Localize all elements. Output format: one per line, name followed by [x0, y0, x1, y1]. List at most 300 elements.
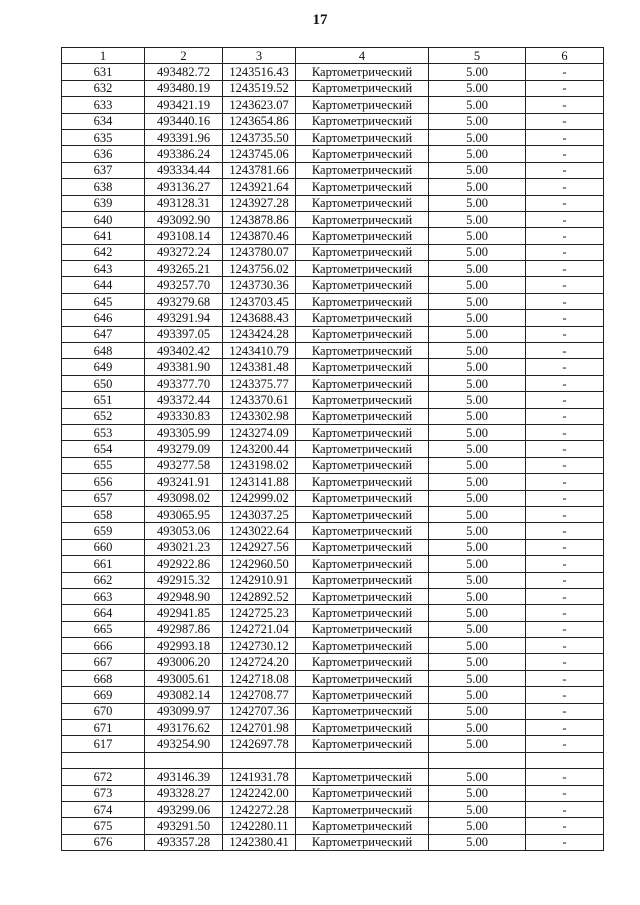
- table-cell: 637: [62, 162, 145, 178]
- table-cell: 492915.32: [145, 572, 223, 588]
- table-cell: 1243878.86: [223, 211, 296, 227]
- table-cell: 5.00: [429, 457, 526, 473]
- table-cell: 5.00: [429, 818, 526, 834]
- table-cell: 493146.39: [145, 769, 223, 785]
- table-cell: 5.00: [429, 801, 526, 817]
- table-cell: Картометрический: [296, 834, 429, 850]
- table-row: [62, 162, 604, 178]
- table-cell: -: [526, 801, 604, 817]
- table-cell: 5.00: [429, 474, 526, 490]
- table-cell: 655: [62, 457, 145, 473]
- table-cell: [145, 752, 223, 768]
- table-row: [62, 80, 604, 96]
- table-cell: 5.00: [429, 490, 526, 506]
- table-row: [62, 244, 604, 260]
- table-cell: -: [526, 523, 604, 539]
- table-cell: 5.00: [429, 310, 526, 326]
- table-cell: 646: [62, 310, 145, 326]
- table-cell: 1243375.77: [223, 375, 296, 391]
- table-cell: -: [526, 441, 604, 457]
- table-cell: 1243745.06: [223, 146, 296, 162]
- table-cell: 5.00: [429, 670, 526, 686]
- table-cell: 493482.72: [145, 64, 223, 80]
- table-cell: 5.00: [429, 179, 526, 195]
- table-cell: 1242725.23: [223, 605, 296, 621]
- table-cell: 5.00: [429, 97, 526, 113]
- table-cell: -: [526, 392, 604, 408]
- table-row: [62, 621, 604, 637]
- table-cell: 493386.24: [145, 146, 223, 162]
- table-row: [62, 211, 604, 227]
- table-cell: Картометрический: [296, 654, 429, 670]
- table-cell: 5.00: [429, 80, 526, 96]
- table-cell: 5.00: [429, 834, 526, 850]
- table-row: [62, 474, 604, 490]
- table-row: [62, 572, 604, 588]
- table-cell: 1243654.86: [223, 113, 296, 129]
- table-cell: -: [526, 228, 604, 244]
- table-cell: 656: [62, 474, 145, 490]
- table-cell: -: [526, 539, 604, 555]
- table-cell: Картометрический: [296, 441, 429, 457]
- table-cell: 493005.61: [145, 670, 223, 686]
- table-cell: Картометрический: [296, 211, 429, 227]
- table-cell: Картометрический: [296, 785, 429, 801]
- table-cell: 1243730.36: [223, 277, 296, 293]
- table-cell: Картометрический: [296, 539, 429, 555]
- table-cell: -: [526, 375, 604, 391]
- table-cell: Картометрический: [296, 588, 429, 604]
- table-cell: 634: [62, 113, 145, 129]
- table-row: [62, 375, 604, 391]
- table-cell: Картометрический: [296, 195, 429, 211]
- table-cell: Картометрический: [296, 408, 429, 424]
- table-cell: 661: [62, 556, 145, 572]
- table-cell: [62, 752, 145, 768]
- table-cell: 5.00: [429, 408, 526, 424]
- table-row: [62, 556, 604, 572]
- table-row: [62, 261, 604, 277]
- table-cell: -: [526, 474, 604, 490]
- table-cell: 1243735.50: [223, 129, 296, 145]
- table-cell: -: [526, 129, 604, 145]
- table-row: [62, 277, 604, 293]
- table-cell: -: [526, 195, 604, 211]
- table-cell: Картометрический: [296, 818, 429, 834]
- table-cell: Картометрический: [296, 80, 429, 96]
- table-cell: Картометрический: [296, 490, 429, 506]
- table-cell: -: [526, 572, 604, 588]
- table-cell: -: [526, 80, 604, 96]
- table-cell: 5.00: [429, 588, 526, 604]
- table-cell: 493082.14: [145, 687, 223, 703]
- table-row: [62, 310, 604, 326]
- table-cell: 493402.42: [145, 343, 223, 359]
- table-cell: Картометрический: [296, 556, 429, 572]
- table-cell: 660: [62, 539, 145, 555]
- table-cell: 5.00: [429, 769, 526, 785]
- table-row: [62, 687, 604, 703]
- table-cell: 5.00: [429, 211, 526, 227]
- table-cell: 493397.05: [145, 326, 223, 342]
- table-row: [62, 326, 604, 342]
- table-cell: Картометрический: [296, 293, 429, 309]
- page-number: 17: [312, 12, 328, 28]
- table-cell: 1243781.66: [223, 162, 296, 178]
- table-cell: 492941.85: [145, 605, 223, 621]
- table-cell: -: [526, 162, 604, 178]
- table-row: [62, 408, 604, 424]
- table-cell: 1243370.61: [223, 392, 296, 408]
- table-cell: -: [526, 146, 604, 162]
- table-row: [62, 720, 604, 736]
- table-cell: 638: [62, 179, 145, 195]
- table-cell: Картометрический: [296, 146, 429, 162]
- table-row: [62, 490, 604, 506]
- table-cell: -: [526, 720, 604, 736]
- table-cell: 1243688.43: [223, 310, 296, 326]
- table-cell: 669: [62, 687, 145, 703]
- table-cell: 631: [62, 64, 145, 80]
- table-cell: 493006.20: [145, 654, 223, 670]
- table-cell: 493241.91: [145, 474, 223, 490]
- table-cell: 5.00: [429, 261, 526, 277]
- table-cell: 493053.06: [145, 523, 223, 539]
- table-cell: 1243927.28: [223, 195, 296, 211]
- table-cell: -: [526, 211, 604, 227]
- table-row: [62, 441, 604, 457]
- table-cell: 5.00: [429, 424, 526, 440]
- table-cell: -: [526, 64, 604, 80]
- table-cell: Картометрический: [296, 359, 429, 375]
- table-cell: 1242708.77: [223, 687, 296, 703]
- table-cell: 5.00: [429, 572, 526, 588]
- table-cell: 1243198.02: [223, 457, 296, 473]
- table-cell: 493372.44: [145, 392, 223, 408]
- table-cell: 1243780.07: [223, 244, 296, 260]
- table-cell: Картометрический: [296, 801, 429, 817]
- table-cell: Картометрический: [296, 97, 429, 113]
- table-row: [62, 834, 604, 850]
- table-row: [62, 195, 604, 211]
- table-cell: -: [526, 588, 604, 604]
- table-cell: 5.00: [429, 244, 526, 260]
- table-cell: 5.00: [429, 326, 526, 342]
- table-cell: 5.00: [429, 736, 526, 752]
- table-cell: 493381.90: [145, 359, 223, 375]
- table-row: [62, 343, 604, 359]
- table-cell: 493277.58: [145, 457, 223, 473]
- table-cell: 1242960.50: [223, 556, 296, 572]
- table-cell: 632: [62, 80, 145, 96]
- table-row: [62, 97, 604, 113]
- table-cell: 493377.70: [145, 375, 223, 391]
- table-cell: 493305.99: [145, 424, 223, 440]
- table-cell: 1241931.78: [223, 769, 296, 785]
- table-cell: 667: [62, 654, 145, 670]
- table-cell: 635: [62, 129, 145, 145]
- table-row: [62, 605, 604, 621]
- coordinates-table: [61, 47, 604, 851]
- column-header: 3: [223, 48, 296, 64]
- table-cell: 1242272.28: [223, 801, 296, 817]
- table-cell: 493440.16: [145, 113, 223, 129]
- table-cell: 5.00: [429, 375, 526, 391]
- table-cell: -: [526, 818, 604, 834]
- table-row: [62, 64, 604, 80]
- table-cell: -: [526, 490, 604, 506]
- table-cell: Картометрический: [296, 424, 429, 440]
- table-cell: 5.00: [429, 523, 526, 539]
- table-cell: Картометрический: [296, 392, 429, 408]
- table-cell: -: [526, 556, 604, 572]
- table-row: [62, 736, 604, 752]
- table-cell: 665: [62, 621, 145, 637]
- table-cell: Картометрический: [296, 277, 429, 293]
- table-cell: 662: [62, 572, 145, 588]
- table-cell: 644: [62, 277, 145, 293]
- table-cell: 1243302.98: [223, 408, 296, 424]
- table-cell: -: [526, 244, 604, 260]
- table-cell: 649: [62, 359, 145, 375]
- table-cell: 1242280.11: [223, 818, 296, 834]
- table-cell: Картометрический: [296, 457, 429, 473]
- column-header: 2: [145, 48, 223, 64]
- table-header-row: [62, 48, 604, 64]
- table-row: [62, 703, 604, 719]
- table-row: [62, 228, 604, 244]
- table-cell: -: [526, 310, 604, 326]
- table-row: [62, 654, 604, 670]
- table-cell: 647: [62, 326, 145, 342]
- table-cell: 5.00: [429, 605, 526, 621]
- table-cell: 1242724.20: [223, 654, 296, 670]
- table-cell: 639: [62, 195, 145, 211]
- table-row: [62, 113, 604, 129]
- table-cell: 1243381.48: [223, 359, 296, 375]
- table-cell: 1243274.09: [223, 424, 296, 440]
- table-cell: 5.00: [429, 277, 526, 293]
- table-cell: 1242380.41: [223, 834, 296, 850]
- table-cell: 493272.24: [145, 244, 223, 260]
- table-cell: 650: [62, 375, 145, 391]
- table-row: [62, 539, 604, 555]
- table-row: [62, 293, 604, 309]
- table-cell: -: [526, 359, 604, 375]
- table-cell: -: [526, 293, 604, 309]
- table-cell: -: [526, 703, 604, 719]
- table-cell: 653: [62, 424, 145, 440]
- table-cell: 657: [62, 490, 145, 506]
- table-cell: 648: [62, 343, 145, 359]
- table-cell: 493279.09: [145, 441, 223, 457]
- table-cell: Картометрический: [296, 375, 429, 391]
- table-cell: -: [526, 277, 604, 293]
- table-cell: 5.00: [429, 703, 526, 719]
- table-cell: 670: [62, 703, 145, 719]
- table-cell: -: [526, 457, 604, 473]
- table-cell: 493108.14: [145, 228, 223, 244]
- table-cell: 1243703.45: [223, 293, 296, 309]
- table-cell: [223, 752, 296, 768]
- table-cell: 5.00: [429, 129, 526, 145]
- table-row: [62, 392, 604, 408]
- table-cell: -: [526, 97, 604, 113]
- table-row: [62, 785, 604, 801]
- table-cell: 492922.86: [145, 556, 223, 572]
- table-cell: -: [526, 670, 604, 686]
- table-cell: 5.00: [429, 359, 526, 375]
- table-cell: Картометрический: [296, 687, 429, 703]
- table-cell: 1243516.43: [223, 64, 296, 80]
- table-cell: 493254.90: [145, 736, 223, 752]
- table-cell: Картометрический: [296, 523, 429, 539]
- table-cell: 493176.62: [145, 720, 223, 736]
- table-cell: 493065.95: [145, 506, 223, 522]
- table-row: [62, 638, 604, 654]
- table-cell: 1242701.98: [223, 720, 296, 736]
- table-cell: Картометрический: [296, 506, 429, 522]
- table-cell: Картометрический: [296, 670, 429, 686]
- table-cell: Картометрический: [296, 244, 429, 260]
- table-row: [62, 129, 604, 145]
- table-cell: 492987.86: [145, 621, 223, 637]
- table-cell: Картометрический: [296, 162, 429, 178]
- table-cell: 666: [62, 638, 145, 654]
- table-cell: 676: [62, 834, 145, 850]
- table-row: [62, 752, 604, 768]
- table-body: [62, 64, 604, 851]
- table-cell: 493391.96: [145, 129, 223, 145]
- table-cell: 493092.90: [145, 211, 223, 227]
- table-cell: 642: [62, 244, 145, 260]
- table-cell: 675: [62, 818, 145, 834]
- table-cell: 663: [62, 588, 145, 604]
- table-cell: -: [526, 506, 604, 522]
- table-cell: -: [526, 687, 604, 703]
- table-cell: -: [526, 343, 604, 359]
- table-cell: Картометрический: [296, 621, 429, 637]
- table-row: [62, 818, 604, 834]
- column-header: 4: [296, 48, 429, 64]
- table-cell: 651: [62, 392, 145, 408]
- table-cell: Картометрический: [296, 343, 429, 359]
- table-cell: 5.00: [429, 64, 526, 80]
- table-cell: -: [526, 326, 604, 342]
- table-cell: -: [526, 638, 604, 654]
- table-cell: 1243141.88: [223, 474, 296, 490]
- table-cell: 668: [62, 670, 145, 686]
- table-cell: 1242718.08: [223, 670, 296, 686]
- table-cell: 672: [62, 769, 145, 785]
- table-cell: Картометрический: [296, 179, 429, 195]
- table-cell: 5.00: [429, 228, 526, 244]
- table-cell: 5.00: [429, 441, 526, 457]
- table-cell: 617: [62, 736, 145, 752]
- table-cell: [429, 752, 526, 768]
- table-cell: 1243623.07: [223, 97, 296, 113]
- table-cell: Картометрический: [296, 64, 429, 80]
- table-cell: 1243022.64: [223, 523, 296, 539]
- table-cell: 1243200.44: [223, 441, 296, 457]
- table-cell: 1242697.78: [223, 736, 296, 752]
- table-cell: 673: [62, 785, 145, 801]
- table-cell: 5.00: [429, 687, 526, 703]
- table-cell: -: [526, 621, 604, 637]
- table-row: [62, 179, 604, 195]
- table-cell: Картометрический: [296, 572, 429, 588]
- table-cell: Картометрический: [296, 310, 429, 326]
- table-cell: 493265.21: [145, 261, 223, 277]
- table-cell: 5.00: [429, 293, 526, 309]
- table-cell: 493328.27: [145, 785, 223, 801]
- table-cell: 5.00: [429, 506, 526, 522]
- table-row: [62, 457, 604, 473]
- table-cell: 1243921.64: [223, 179, 296, 195]
- table-cell: 493099.97: [145, 703, 223, 719]
- table-cell: 493330.83: [145, 408, 223, 424]
- table-cell: 1243870.46: [223, 228, 296, 244]
- table-cell: 5.00: [429, 539, 526, 555]
- table-cell: 493357.28: [145, 834, 223, 850]
- table-cell: 641: [62, 228, 145, 244]
- table-cell: -: [526, 654, 604, 670]
- table-cell: 493098.02: [145, 490, 223, 506]
- table-cell: 1242242.00: [223, 785, 296, 801]
- table-cell: 5.00: [429, 638, 526, 654]
- table-cell: 1243037.25: [223, 506, 296, 522]
- table-cell: 493128.31: [145, 195, 223, 211]
- table-cell: -: [526, 769, 604, 785]
- table-cell: Картометрический: [296, 720, 429, 736]
- table-cell: Картометрический: [296, 703, 429, 719]
- table-cell: 493021.23: [145, 539, 223, 555]
- table-cell: 493480.19: [145, 80, 223, 96]
- table-cell: 1242999.02: [223, 490, 296, 506]
- column-header: 5: [429, 48, 526, 64]
- table-row: [62, 523, 604, 539]
- table-cell: 1243424.28: [223, 326, 296, 342]
- table-cell: 5.00: [429, 162, 526, 178]
- table-cell: 1242910.91: [223, 572, 296, 588]
- table-cell: -: [526, 424, 604, 440]
- table-cell: 492948.90: [145, 588, 223, 604]
- table-cell: 5.00: [429, 654, 526, 670]
- table-cell: -: [526, 408, 604, 424]
- table-row: [62, 146, 604, 162]
- table-row: [62, 359, 604, 375]
- table-cell: 5.00: [429, 556, 526, 572]
- table-cell: 493421.19: [145, 97, 223, 113]
- table-cell: -: [526, 834, 604, 850]
- table-cell: Картометрический: [296, 326, 429, 342]
- table-cell: 493279.68: [145, 293, 223, 309]
- table-cell: -: [526, 785, 604, 801]
- table-row: [62, 769, 604, 785]
- table-cell: 493136.27: [145, 179, 223, 195]
- table-cell: -: [526, 261, 604, 277]
- table-cell: 652: [62, 408, 145, 424]
- table-cell: 664: [62, 605, 145, 621]
- table-cell: 636: [62, 146, 145, 162]
- table-cell: -: [526, 113, 604, 129]
- table-cell: 492993.18: [145, 638, 223, 654]
- column-header: 1: [62, 48, 145, 64]
- table-cell: Картометрический: [296, 769, 429, 785]
- table-cell: 640: [62, 211, 145, 227]
- table-cell: 493257.70: [145, 277, 223, 293]
- table-cell: -: [526, 736, 604, 752]
